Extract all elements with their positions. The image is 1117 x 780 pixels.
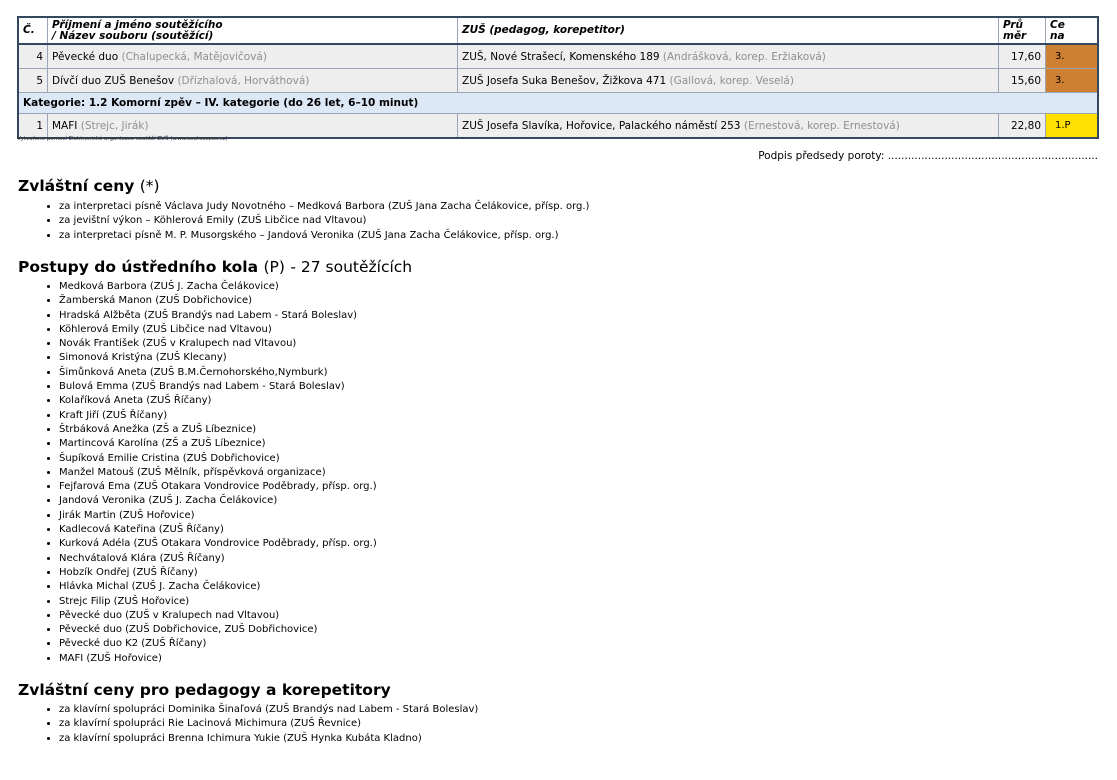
list-item: • Manžel Matouš (ZUŠ Mělník, příspěvková organizace) [59, 466, 377, 480]
row-school [458, 69, 999, 93]
list-item: • Kadlecová Kateřina (ZUŠ Říčany) [59, 523, 377, 537]
row-num: 1 [18, 114, 48, 139]
row-school [458, 114, 999, 139]
header-school: ZUŠ (pedagog, korepetitor) [458, 17, 999, 44]
results-table [17, 16, 1099, 139]
row-avg: 15,60 [999, 69, 1046, 93]
header-prize-line1: Ce [1050, 18, 1065, 31]
category-label: Kategorie: 1.2 Komorní zpěv – IV. kategorie (do 26 let, 6–10 minut) [18, 93, 1098, 114]
list-item: • Žamberská Manon (ZUŠ Dobřichovice) [59, 294, 377, 308]
row-members: (Strejc, Jirák) [80, 119, 149, 132]
advancing-list [19, 280, 377, 666]
header-num: Č. [18, 17, 48, 44]
list-item: • za klavírní spolupráci Brenna Ichimura Yukie (ZUŠ Hynka Kubáta Kladno) [59, 732, 478, 746]
row-avg: 22,80 [999, 114, 1046, 139]
row-school-text: ZUŠ Josefa Suka Benešov, Žižkova 471 [462, 74, 667, 87]
advancing-title-text: Postupy do ústředního kola [18, 258, 259, 276]
list-item: • Köhlerová Emily (ZUŠ Libčice nad Vltavou) [59, 323, 377, 337]
list-item: • Hradská Alžběta (ZUŠ Brandýs nad Labem - Stará Boleslav) [59, 309, 377, 323]
row-school-text: ZUŠ Josefa Slavíka, Hořovice, Palackého náměstí 253 [462, 119, 741, 132]
list-item: • Novák František (ZUŠ v Kralupech nad Vltavou) [59, 337, 377, 351]
special-prizes-title [18, 177, 160, 195]
header-prize [1046, 17, 1099, 44]
list-item: • za interpretaci písně Václava Judy Novotného – Medková Barbora (ZUŠ Jana Zacha Čelákovice, přísp. org.) [59, 200, 589, 214]
row-members: (Dřízhalová, Horváthová) [177, 74, 310, 87]
list-item: • Kolaříková Aneta (ZUŠ Říčany) [59, 394, 377, 408]
footer-note: Vytvořeno pomocí Elektronické organizace soutěží ZUŠ (www.soutezezus.cz) [17, 136, 228, 142]
row-num: 5 [18, 69, 48, 93]
header-prize-line2: na [1050, 29, 1065, 42]
header-name-line1: Příjmení a jméno soutěžícího [52, 18, 223, 31]
row-prize: 1.P [1046, 114, 1099, 139]
table-header-row [18, 17, 1098, 44]
header-avg-line1: Prů [1003, 18, 1024, 31]
row-prize: 3. [1046, 44, 1099, 69]
row-name-text: Dívčí duo ZUŠ Benešov [52, 74, 175, 87]
special-prizes-list [19, 200, 589, 243]
table-row [18, 69, 1098, 93]
row-name [48, 44, 458, 69]
jury-signature: Podpis předsedy poroty: ............................................................... [758, 150, 1098, 162]
special-prizes-marker: (*) [139, 177, 160, 195]
row-school-text: ZUŠ, Nové Strašecí, Komenského 189 [462, 50, 660, 63]
row-teachers: (Ernestová, korep. Ernestová) [743, 119, 900, 132]
category-row [18, 93, 1098, 114]
header-avg-line2: měr [1003, 29, 1027, 42]
row-name [48, 114, 458, 139]
row-name [48, 69, 458, 93]
list-item: • Kraft Jiří (ZUŠ Říčany) [59, 409, 377, 423]
row-school [458, 44, 999, 69]
list-item: • Simonová Kristýna (ZUŠ Klecany) [59, 351, 377, 365]
row-num: 4 [18, 44, 48, 69]
list-item: • Kurková Adéla (ZUŠ Otakara Vondrovice Poděbrady, přísp. org.) [59, 537, 377, 551]
row-name-text: MAFI [52, 119, 78, 132]
row-prize: 3. [1046, 69, 1099, 93]
list-item: • Strejc Filip (ZUŠ Hořovice) [59, 595, 377, 609]
list-item: • Pěvecké duo (ZUŠ Dobřichovice, ZUŠ Dobřichovice) [59, 623, 377, 637]
list-item: • Hlávka Michal (ZUŠ J. Zacha Čelákovice) [59, 580, 377, 594]
special-prizes-title-text: Zvláštní ceny [18, 177, 135, 195]
list-item: • Štrbáková Anežka (ZŠ a ZUŠ Líbeznice) [59, 423, 377, 437]
row-name-text: Pěvecké duo [52, 50, 119, 63]
list-item: • MAFI (ZUŠ Hořovice) [59, 652, 377, 666]
pedagogy-prizes-list [19, 703, 478, 746]
list-item: • Medková Barbora (ZUŠ J. Zacha Čelákovice) [59, 280, 377, 294]
row-members: (Chalupecká, Matějovičová) [121, 50, 267, 63]
advancing-marker: (P) [263, 258, 285, 276]
row-teachers: (Andrášková, korep. Eržiaková) [662, 50, 826, 63]
list-item: • Fejfarová Ema (ZUŠ Otakara Vondrovice Poděbrady, přísp. org.) [59, 480, 377, 494]
list-item: • Šupíková Emilie Cristina (ZUŠ Dobřichovice) [59, 452, 377, 466]
row-teachers: (Gallová, korep. Veselá) [669, 74, 794, 87]
list-item: • za interpretaci písně M. P. Musorgského – Jandová Veronika (ZUŠ Jana Zacha Čelákovice, přísp. org.) [59, 229, 589, 243]
list-item: • Hobzík Ondřej (ZUŠ Říčany) [59, 566, 377, 580]
advancing-count: - 27 soutěžících [290, 258, 413, 276]
list-item: • Martincová Karolína (ZŠ a ZUŠ Líbeznice) [59, 437, 377, 451]
list-item: • Pěvecké duo (ZUŠ v Kralupech nad Vltavou) [59, 609, 377, 623]
list-item: • za klavírní spolupráci Rie Lacinová Michimura (ZUŠ Řevnice) [59, 717, 478, 731]
advancing-title [18, 258, 412, 276]
list-item: • Šimůnková Aneta (ZUŠ B.M.Černohorského,Nymburk) [59, 366, 377, 380]
list-item: • Pěvecké duo K2 (ZUŠ Říčany) [59, 637, 377, 651]
list-item: • za jevištní výkon – Köhlerová Emily (ZUŠ Libčice nad Vltavou) [59, 214, 589, 228]
list-item: • Bulová Emma (ZUŠ Brandýs nad Labem - Stará Boleslav) [59, 380, 377, 394]
list-item: • za klavírní spolupráci Dominika Šinaľová (ZUŠ Brandýs nad Labem - Stará Boleslav) [59, 703, 478, 717]
pedagogy-prizes-title: Zvláštní ceny pro pedagogy a korepetitory [18, 681, 391, 699]
row-avg: 17,60 [999, 44, 1046, 69]
header-avg [999, 17, 1046, 44]
table-row [18, 44, 1098, 69]
list-item: • Jirák Martin (ZUŠ Hořovice) [59, 509, 377, 523]
header-name [48, 17, 458, 44]
list-item: • Jandová Veronika (ZUŠ J. Zacha Čelákovice) [59, 494, 377, 508]
table-row [18, 114, 1098, 139]
header-name-line2: / Název souboru (soutěžící) [52, 29, 214, 42]
list-item: • Nechvátalová Klára (ZUŠ Říčany) [59, 552, 377, 566]
